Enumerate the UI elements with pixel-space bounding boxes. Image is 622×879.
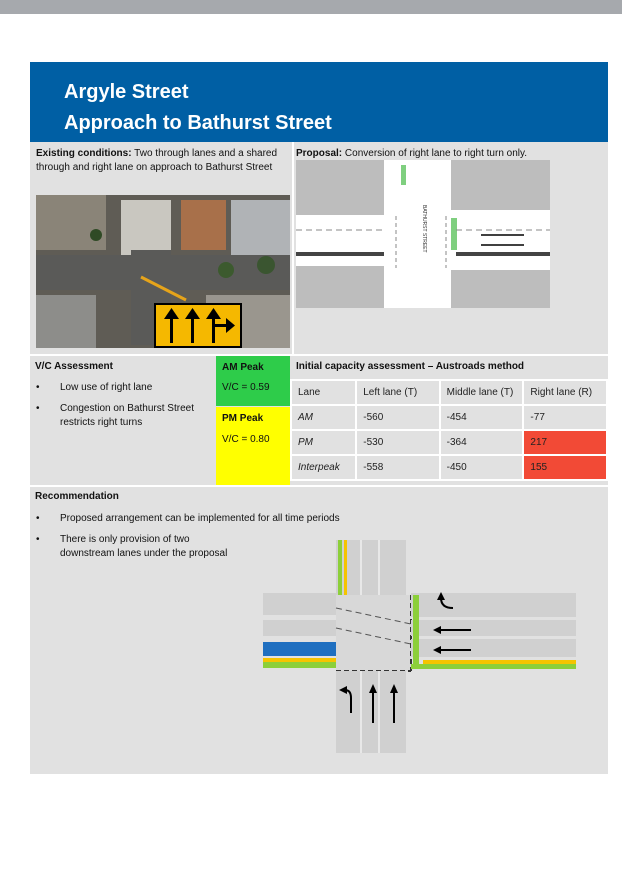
table-cell: -558 [356, 455, 439, 480]
table-cell: -454 [440, 405, 524, 430]
header-cell: Right lane (R) [523, 380, 607, 405]
recommendation-title: Recommendation [35, 491, 119, 502]
page-subtitle: Approach to Bathurst Street [64, 112, 332, 134]
proposal-desc: Conversion of right lane to right turn only. [344, 148, 528, 159]
pm-peak-value: V/C = 0.80 [222, 434, 270, 445]
table-cell: -450 [440, 455, 524, 480]
page-header [30, 62, 608, 142]
table-row [291, 405, 607, 430]
existing-conditions-desc: Two through lanes and a shared through and right lane on approach to Bathurst Street [36, 148, 278, 173]
bullet-text: There is only provision of two downstream lanes under the proposal [60, 534, 228, 559]
table-cell-highlight: 217 [523, 430, 607, 455]
plan-road-label: BATHURST STREET [421, 205, 427, 253]
intersection-diagram [263, 538, 578, 756]
aerial-photo [36, 195, 290, 348]
table-row [291, 430, 607, 455]
table-header-row [291, 380, 607, 405]
intersection-diagram-art [263, 538, 578, 756]
proposal-text [296, 147, 606, 161]
table-cell: PM [291, 430, 356, 455]
page-title: Argyle Street [64, 81, 189, 103]
header-cell: Lane [291, 380, 356, 405]
existing-conditions-label: Existing conditions: [36, 148, 132, 159]
header-cell: Left lane (T) [356, 380, 439, 405]
divider [30, 485, 608, 487]
table-row [291, 455, 607, 480]
table-cell: -364 [440, 430, 524, 455]
top-bar [0, 0, 622, 14]
table-cell: AM [291, 405, 356, 430]
table-cell: -77 [523, 405, 607, 430]
pm-peak-box [216, 407, 290, 485]
vc-title: V/C Assessment [35, 361, 113, 372]
table-cell: -560 [356, 405, 439, 430]
bullet-text: Low use of right lane [60, 382, 153, 393]
am-peak-box [216, 356, 290, 406]
capacity-table [290, 379, 608, 481]
proposal-label: Proposal: [296, 148, 343, 159]
header-cell: Middle lane (T) [440, 380, 524, 405]
table-cell: -530 [356, 430, 439, 455]
am-peak-label: AM Peak [222, 362, 264, 373]
lane-sign [154, 303, 242, 348]
capacity-title: Initial capacity assessment – Austroads method [296, 361, 525, 372]
proposal-plan-art [296, 160, 550, 308]
lane-arrows-icon [156, 305, 240, 346]
proposal-plan [296, 160, 550, 308]
am-peak-value: V/C = 0.59 [222, 382, 270, 393]
table-cell: Interpeak [291, 455, 356, 480]
pm-peak-label: PM Peak [222, 413, 264, 424]
existing-conditions-text [36, 147, 286, 175]
bullet-text: Congestion on Bathurst Street restricts right turns [60, 403, 194, 428]
table-cell-highlight: 155 [523, 455, 607, 480]
divider [292, 142, 294, 355]
bullet-text: Proposed arrangement can be implemented for all time periods [60, 513, 340, 524]
divider [30, 354, 608, 356]
